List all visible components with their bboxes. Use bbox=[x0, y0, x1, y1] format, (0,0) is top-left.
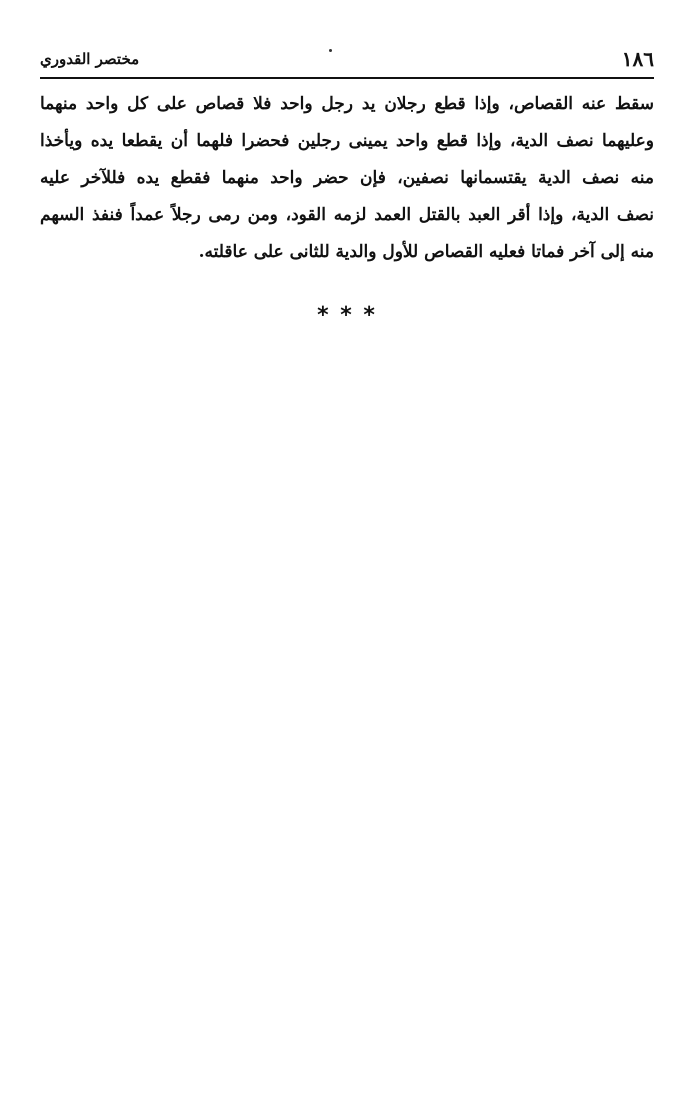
page-number: ١٨٦ bbox=[621, 47, 654, 71]
header-rule bbox=[40, 77, 654, 79]
header-dot bbox=[329, 49, 332, 52]
section-separator: * * * bbox=[317, 303, 377, 328]
text-line: وعليهما نصف الدية، وإذا قطع واحد يمينى رجلين فحضرا فلهما أن يقطعا يده ويأخذا bbox=[40, 131, 654, 151]
text-line: منه إلى آخر فماتا فعليه القصاص للأول والدية للثانى على عاقلته. bbox=[198, 242, 654, 262]
body-text bbox=[40, 86, 654, 271]
text-line: سقط عنه القصاص، وإذا قطع رجلان يد رجل واحد فلا قصاص على كل واحد منهما bbox=[40, 94, 654, 114]
text-line: منه نصف الدية يقتسمانها نصفين، فإن حضر واحد منهما فقطع يده فللآخر عليه bbox=[40, 168, 654, 188]
page-header bbox=[40, 40, 654, 74]
running-title: مختصر القدوري bbox=[40, 50, 140, 68]
text-line: نصف الدية، وإذا أقر العبد بالقتل العمد لزمه القود، ومن رمى رجلاً عمداً فنفذ السهم bbox=[40, 205, 654, 225]
